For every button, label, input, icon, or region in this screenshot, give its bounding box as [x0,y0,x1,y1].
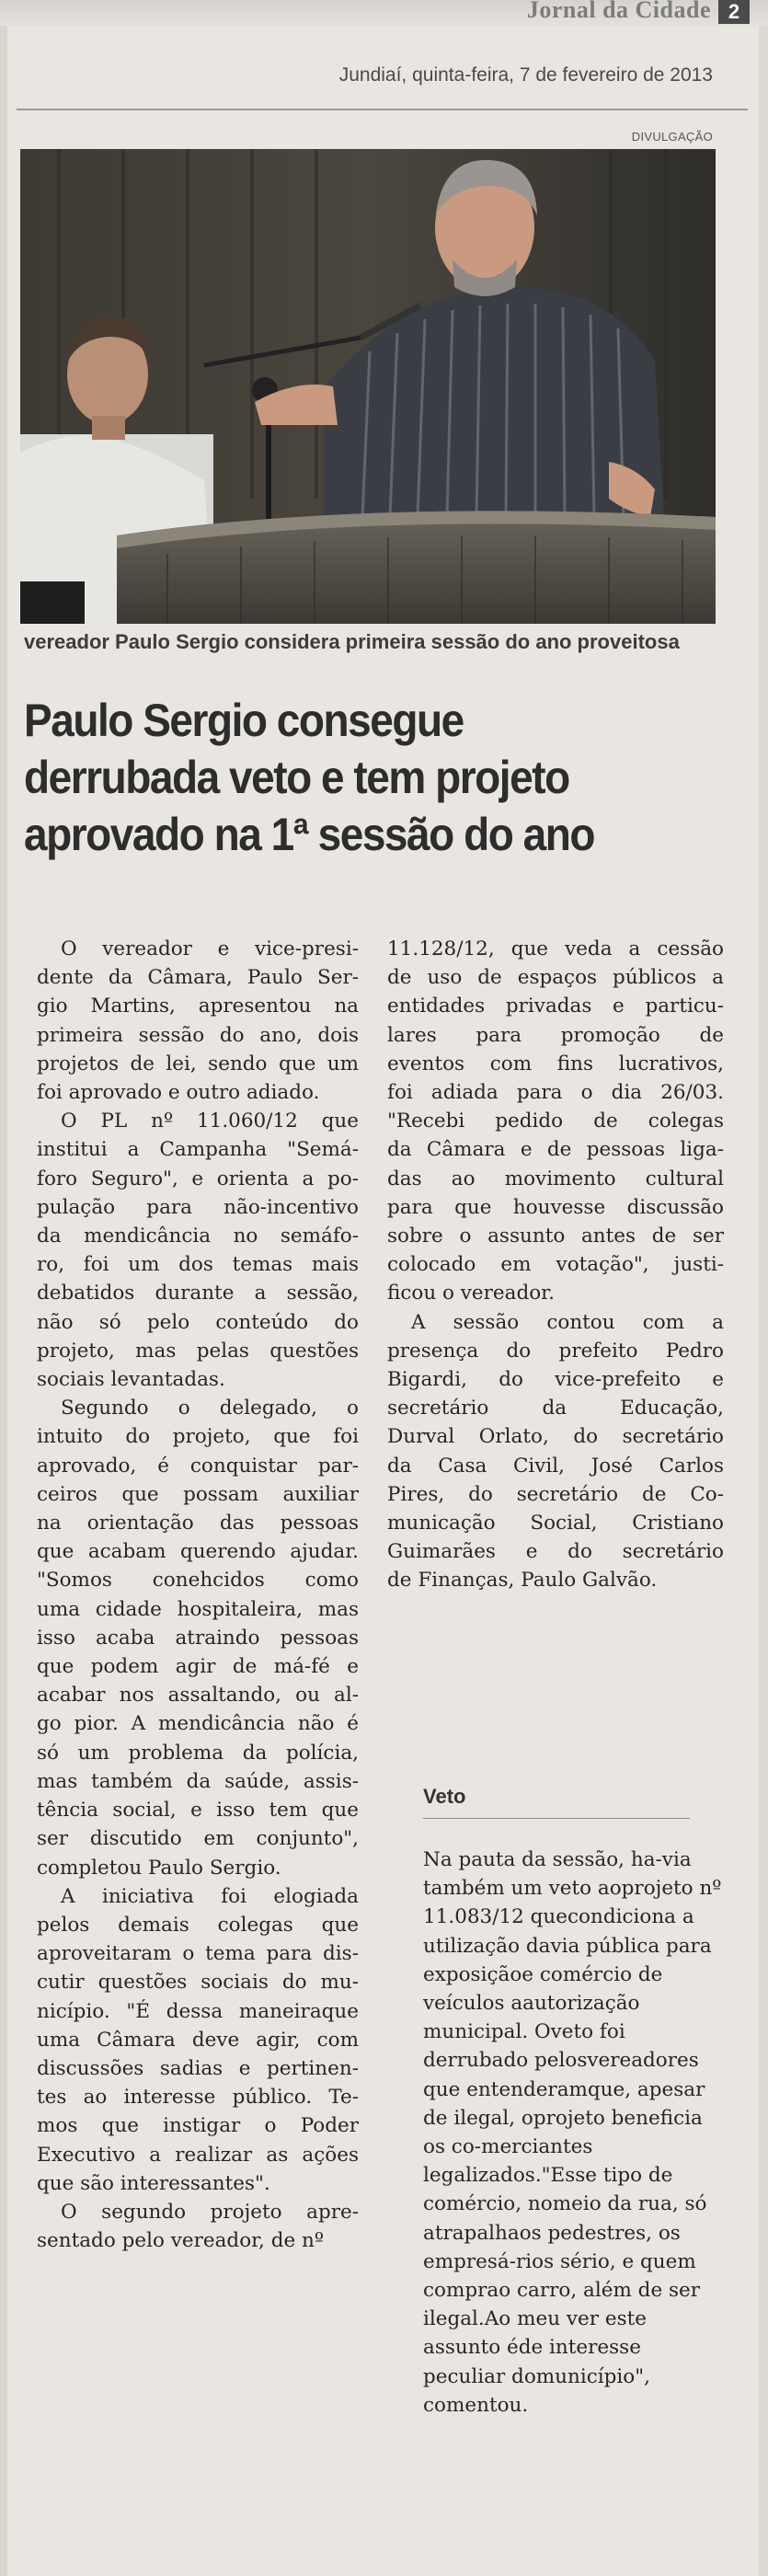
article-line: ficou o vereador. [387,1282,555,1305]
article-line: para que houvesse discussão [387,1195,724,1219]
article-line: eventos com fins lucrativos, [387,1052,724,1075]
article-line: nicípio. "É dessa maneiraque [37,1999,359,2023]
article-line: o carro, além de ser ilegal. [423,2279,701,2331]
article-line: tência social, e isso tem que [37,1799,359,1823]
article-line: autorização municipal. O [423,1992,640,2044]
article-line: O segundo projeto apre- [61,2200,359,2224]
article-line: "Recebi pedido de colegas [387,1110,724,1133]
article-line: projeto nº 11.083/12 que [423,1877,722,1929]
article-line: A sessão contou com a [411,1310,724,1334]
article-column-left [37,935,359,2255]
masthead-strip [0,0,768,26]
article-line: A iniciativa foi elogiada [61,1884,359,1908]
article-line: ser discutido em conjunto", [37,1827,359,1851]
article-line: só um problema da polícia, [37,1741,359,1765]
article-line: foi adiada para o dia 26/03. [387,1081,724,1105]
article-line: pulação para não-incentivo [37,1195,359,1219]
article-line: Durval Orlato, do secretário [387,1425,724,1449]
article-line: completou Paulo Sergio. [37,1856,281,1880]
article-line: Segundo o delegado, o [61,1397,359,1420]
article-line: O vereador e vice-presi- [61,937,359,960]
article-line: mos que instigar o Poder [37,2114,359,2138]
article-line: foi aprovado e outro adiado. [37,1081,320,1105]
article-line: O PL nº 11.060/12 que [61,1110,359,1133]
photo-illustration [20,149,716,624]
article-line: de Finanças, Paulo Galvão. [387,1569,658,1593]
article-line: presença do prefeito Pedro [387,1339,724,1363]
article-line: municação Social, Cristiano [387,1512,724,1535]
article-line: projeto beneficia os co- [423,2106,703,2159]
article-line: acabar nos assaltando, ou al- [37,1684,359,1708]
headline-line-2: derrubada veto e tem projeto [24,752,569,803]
article-line: aprovado, é conquistar par- [37,1454,359,1478]
article-line: que são interessantes". [37,2171,270,2195]
article-line: Ao meu ver este assunto é [423,2307,647,2360]
article-line: que, apesar de ilegal, o [423,2077,705,2130]
article-line: merciantes legalizados. [423,2135,593,2188]
photo-caption: vereador Paulo Sergio considera primeira sessão do ano proveitosa [24,630,680,653]
article-line: debatidos durante a sessão, [37,1282,359,1305]
article-line: colocado em votação", justi- [387,1253,724,1277]
article-line: condiciona a utilização da [423,1905,694,1958]
article-line: de interesse peculiar do [423,2336,641,2388]
page-edge-right [759,0,768,2576]
article-line: dente da Câmara, Paulo Ser- [37,966,359,990]
dateline: Jundiaí, quinta-feira, 7 de fevereiro de 2013 [338,64,713,86]
article-line: da mendicância no semáfo- [37,1225,359,1248]
article-line: Bigardi, do vice-prefeito e [387,1368,724,1392]
article-line: via pública para exposição [423,1934,712,1986]
page-number: 2 [718,0,750,24]
article-line: "Somos conehcidos como [37,1569,359,1593]
article-line: lares para promoção de [387,1023,724,1047]
article-line: Na pauta da sessão, ha- [423,1848,662,1871]
article-line: e comércio de veículos a [423,1962,663,2016]
article-line: entidades privadas e particu- [387,995,724,1018]
article-line: discussões sadias e pertinen- [37,2056,359,2080]
article-line: aproveitaram o tema para dis- [37,1942,359,1966]
article-line: 11.128/12, que veda a cessão [387,937,724,960]
article-line: rios sério, e quem compra [423,2249,696,2303]
headline-line-1: Paulo Sergio consegue [24,695,464,746]
article-line: cutir questões sociais do mu- [37,1971,359,1995]
article-line: mas também da saúde, assis- [37,1769,359,1793]
article-line: ceiros que possam auxiliar [37,1482,359,1506]
article-line: "Esse tipo de comércio, no [423,2164,673,2216]
article-line: Executivo a realizar as ações [37,2143,359,2167]
article-line: não só pelo conteúdo do [37,1310,359,1334]
article-line: das ao movimento cultural [387,1167,724,1190]
article-headline [24,692,667,863]
article-line: uma Câmara deve agir, com [37,2028,359,2052]
article-line: go pior. A mendicância não é [37,1712,359,1736]
article-line: Guimarães e do secretário [387,1540,724,1564]
photo-credit: DIVULGAÇÃO [631,130,713,144]
article-line: ro, foi um dos temas mais [37,1253,359,1277]
article-line: sociais levantadas. [37,1368,225,1392]
article-line: projetos de lei, sendo que um [37,1052,359,1075]
article-line: projeto, mas pelas questões [37,1339,359,1363]
article-line: gio Martins, apresentou na [37,995,359,1018]
veto-section-body [423,1846,727,2420]
article-line: uma cidade hospitaleira, mas [37,1597,359,1621]
article-line: os pedestres, os empresá- [423,2221,681,2273]
article-line: isso acaba atraindo pessoas [37,1626,359,1650]
newspaper-name: Jornal da Cidade [526,0,711,23]
article-line: via também um veto ao [423,1848,692,1901]
article-line: da Câmara e de pessoas liga- [387,1138,724,1162]
article-line: tes ao interesse público. Te- [37,2086,359,2110]
article-line: primeira sessão do ano, dois [37,1023,359,1047]
article-photo [20,149,716,624]
article-line: intuito do projeto, que foi [37,1425,359,1449]
article-line: Pires, do secretário de Co- [387,1482,724,1506]
article-line: que podem agir de má-fé e [37,1655,359,1679]
page-edge-left [0,0,7,2576]
article-line: sentado pelo vereador, de nº [37,2229,325,2253]
headline-line-3: aprovado na 1ª sessão do ano [24,809,595,860]
article-line: meio da rua, só atrapalha [423,2192,707,2245]
article-line: da Casa Civil, José Carlos [387,1454,724,1478]
article-line: município", comentou. [423,2364,650,2417]
article-line: institui a Campanha "Semá- [37,1138,359,1162]
article-line: foro Seguro", e orienta a po- [37,1167,359,1190]
article-column-right [387,935,724,1595]
veto-section-heading: Veto [423,1785,690,1819]
article-line: de uso de espaços públicos a [387,966,724,990]
article-line: que acabam querendo ajudar. [37,1540,359,1564]
article-line: na orientação das pessoas [37,1512,359,1535]
article-line: vereadores que entenderam [423,2049,699,2101]
article-line: pelos demais colegas que [37,1913,359,1937]
header-rule [17,109,748,110]
article-line: veto foi derrubado pelos [423,2020,625,2073]
article-line: secretário da Educação, [387,1397,724,1420]
article-line: sobre o assunto antes de ser [387,1225,724,1248]
